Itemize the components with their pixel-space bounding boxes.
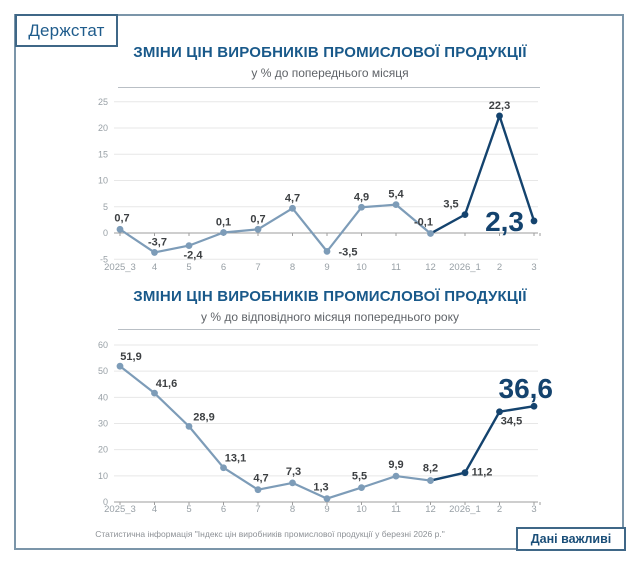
svg-text:7: 7: [255, 504, 261, 515]
svg-text:28,9: 28,9: [193, 411, 215, 424]
svg-text:5,5: 5,5: [351, 470, 368, 483]
svg-text:7: 7: [255, 262, 261, 273]
svg-text:60: 60: [97, 339, 108, 350]
svg-text:-3,5: -3,5: [338, 246, 358, 259]
svg-text:6: 6: [220, 262, 227, 273]
svg-text:5: 5: [102, 201, 108, 212]
svg-text:-2,4: -2,4: [183, 249, 203, 262]
svg-text:25: 25: [97, 96, 108, 107]
svg-text:2025_3: 2025_3: [104, 504, 136, 515]
svg-text:10: 10: [97, 470, 108, 481]
svg-text:0: 0: [102, 497, 108, 507]
svg-text:11,2: 11,2: [471, 466, 493, 479]
svg-text:10: 10: [356, 262, 367, 273]
svg-text:41,6: 41,6: [155, 378, 178, 391]
chart2-plot: [70, 340, 630, 520]
svg-text:15: 15: [97, 149, 108, 160]
svg-text:3,5: 3,5: [443, 198, 459, 211]
derzhstat-logo: [15, 14, 118, 47]
svg-text:9: 9: [324, 504, 330, 515]
svg-text:2,3: 2,3: [485, 205, 524, 237]
svg-text:10: 10: [97, 175, 108, 186]
svg-text:0,1: 0,1: [215, 216, 232, 229]
svg-text:34,5: 34,5: [500, 415, 523, 428]
svg-text:50: 50: [97, 366, 108, 377]
chart2-subtitle: у % до відповідного місяця попереднього року: [201, 310, 459, 324]
svg-text:3: 3: [531, 262, 537, 273]
svg-text:5: 5: [186, 504, 192, 515]
svg-text:13,1: 13,1: [224, 452, 247, 465]
svg-text:-5: -5: [99, 254, 108, 265]
logo-text: Держстат: [28, 20, 105, 40]
svg-text:6: 6: [220, 504, 227, 515]
chart2-divider: [118, 329, 540, 330]
svg-text:8,2: 8,2: [422, 462, 439, 475]
svg-text:12: 12: [425, 504, 436, 515]
svg-text:30: 30: [97, 418, 108, 429]
svg-text:4,7: 4,7: [284, 192, 301, 205]
svg-text:11: 11: [391, 262, 401, 273]
svg-text:5: 5: [186, 262, 192, 273]
svg-text:22,3: 22,3: [488, 99, 511, 112]
svg-text:3: 3: [531, 504, 537, 515]
svg-text:4,9: 4,9: [353, 191, 370, 204]
svg-text:40: 40: [97, 392, 108, 403]
svg-text:4: 4: [151, 262, 158, 273]
chart1-header: [100, 44, 560, 80]
svg-text:51,9: 51,9: [120, 351, 142, 364]
chart1-subtitle: у % до попереднього місяця: [251, 66, 409, 80]
svg-text:4: 4: [151, 504, 158, 515]
svg-text:36,6: 36,6: [498, 373, 553, 405]
chart2-title: ЗМІНИ ЦІН ВИРОБНИКІВ ПРОМИСЛОВОЇ ПРОДУКЦІЇ: [133, 288, 527, 305]
svg-text:-3,7: -3,7: [148, 236, 167, 249]
chart1-title: ЗМІНИ ЦІН ВИРОБНИКІВ ПРОМИСЛОВОЇ ПРОДУКЦІЇ: [133, 44, 527, 61]
svg-text:2025_3: 2025_3: [104, 262, 136, 273]
svg-text:4,7: 4,7: [253, 472, 269, 485]
svg-text:9: 9: [324, 262, 330, 273]
svg-text:2: 2: [496, 262, 503, 273]
svg-text:2026_1: 2026_1: [449, 504, 481, 515]
svg-text:7,3: 7,3: [285, 465, 302, 478]
svg-text:8: 8: [289, 504, 296, 515]
svg-text:11: 11: [391, 504, 401, 515]
svg-text:0,7: 0,7: [114, 212, 130, 225]
svg-text:5,4: 5,4: [388, 188, 404, 201]
dani-vazhlyvi-badge: [516, 527, 626, 551]
svg-text:10: 10: [356, 504, 367, 515]
badge-text: Дані важливі: [530, 532, 612, 546]
svg-text:2: 2: [496, 504, 503, 515]
svg-text:12: 12: [425, 262, 436, 273]
source-note: Статистична інформація "Індекс цін виробників промислової продукції у березні 2026 р.": [95, 529, 445, 539]
svg-text:0,7: 0,7: [250, 213, 266, 226]
svg-text:-0,1: -0,1: [414, 216, 433, 229]
chart1-plot: [70, 85, 630, 280]
chart2-header: [100, 288, 560, 324]
svg-text:20: 20: [97, 444, 108, 455]
svg-text:20: 20: [97, 123, 108, 133]
svg-text:2026_1: 2026_1: [449, 262, 481, 273]
svg-text:0: 0: [102, 228, 108, 238]
svg-text:1,3: 1,3: [313, 481, 329, 494]
svg-text:9,9: 9,9: [388, 459, 404, 472]
svg-text:8: 8: [289, 262, 296, 273]
